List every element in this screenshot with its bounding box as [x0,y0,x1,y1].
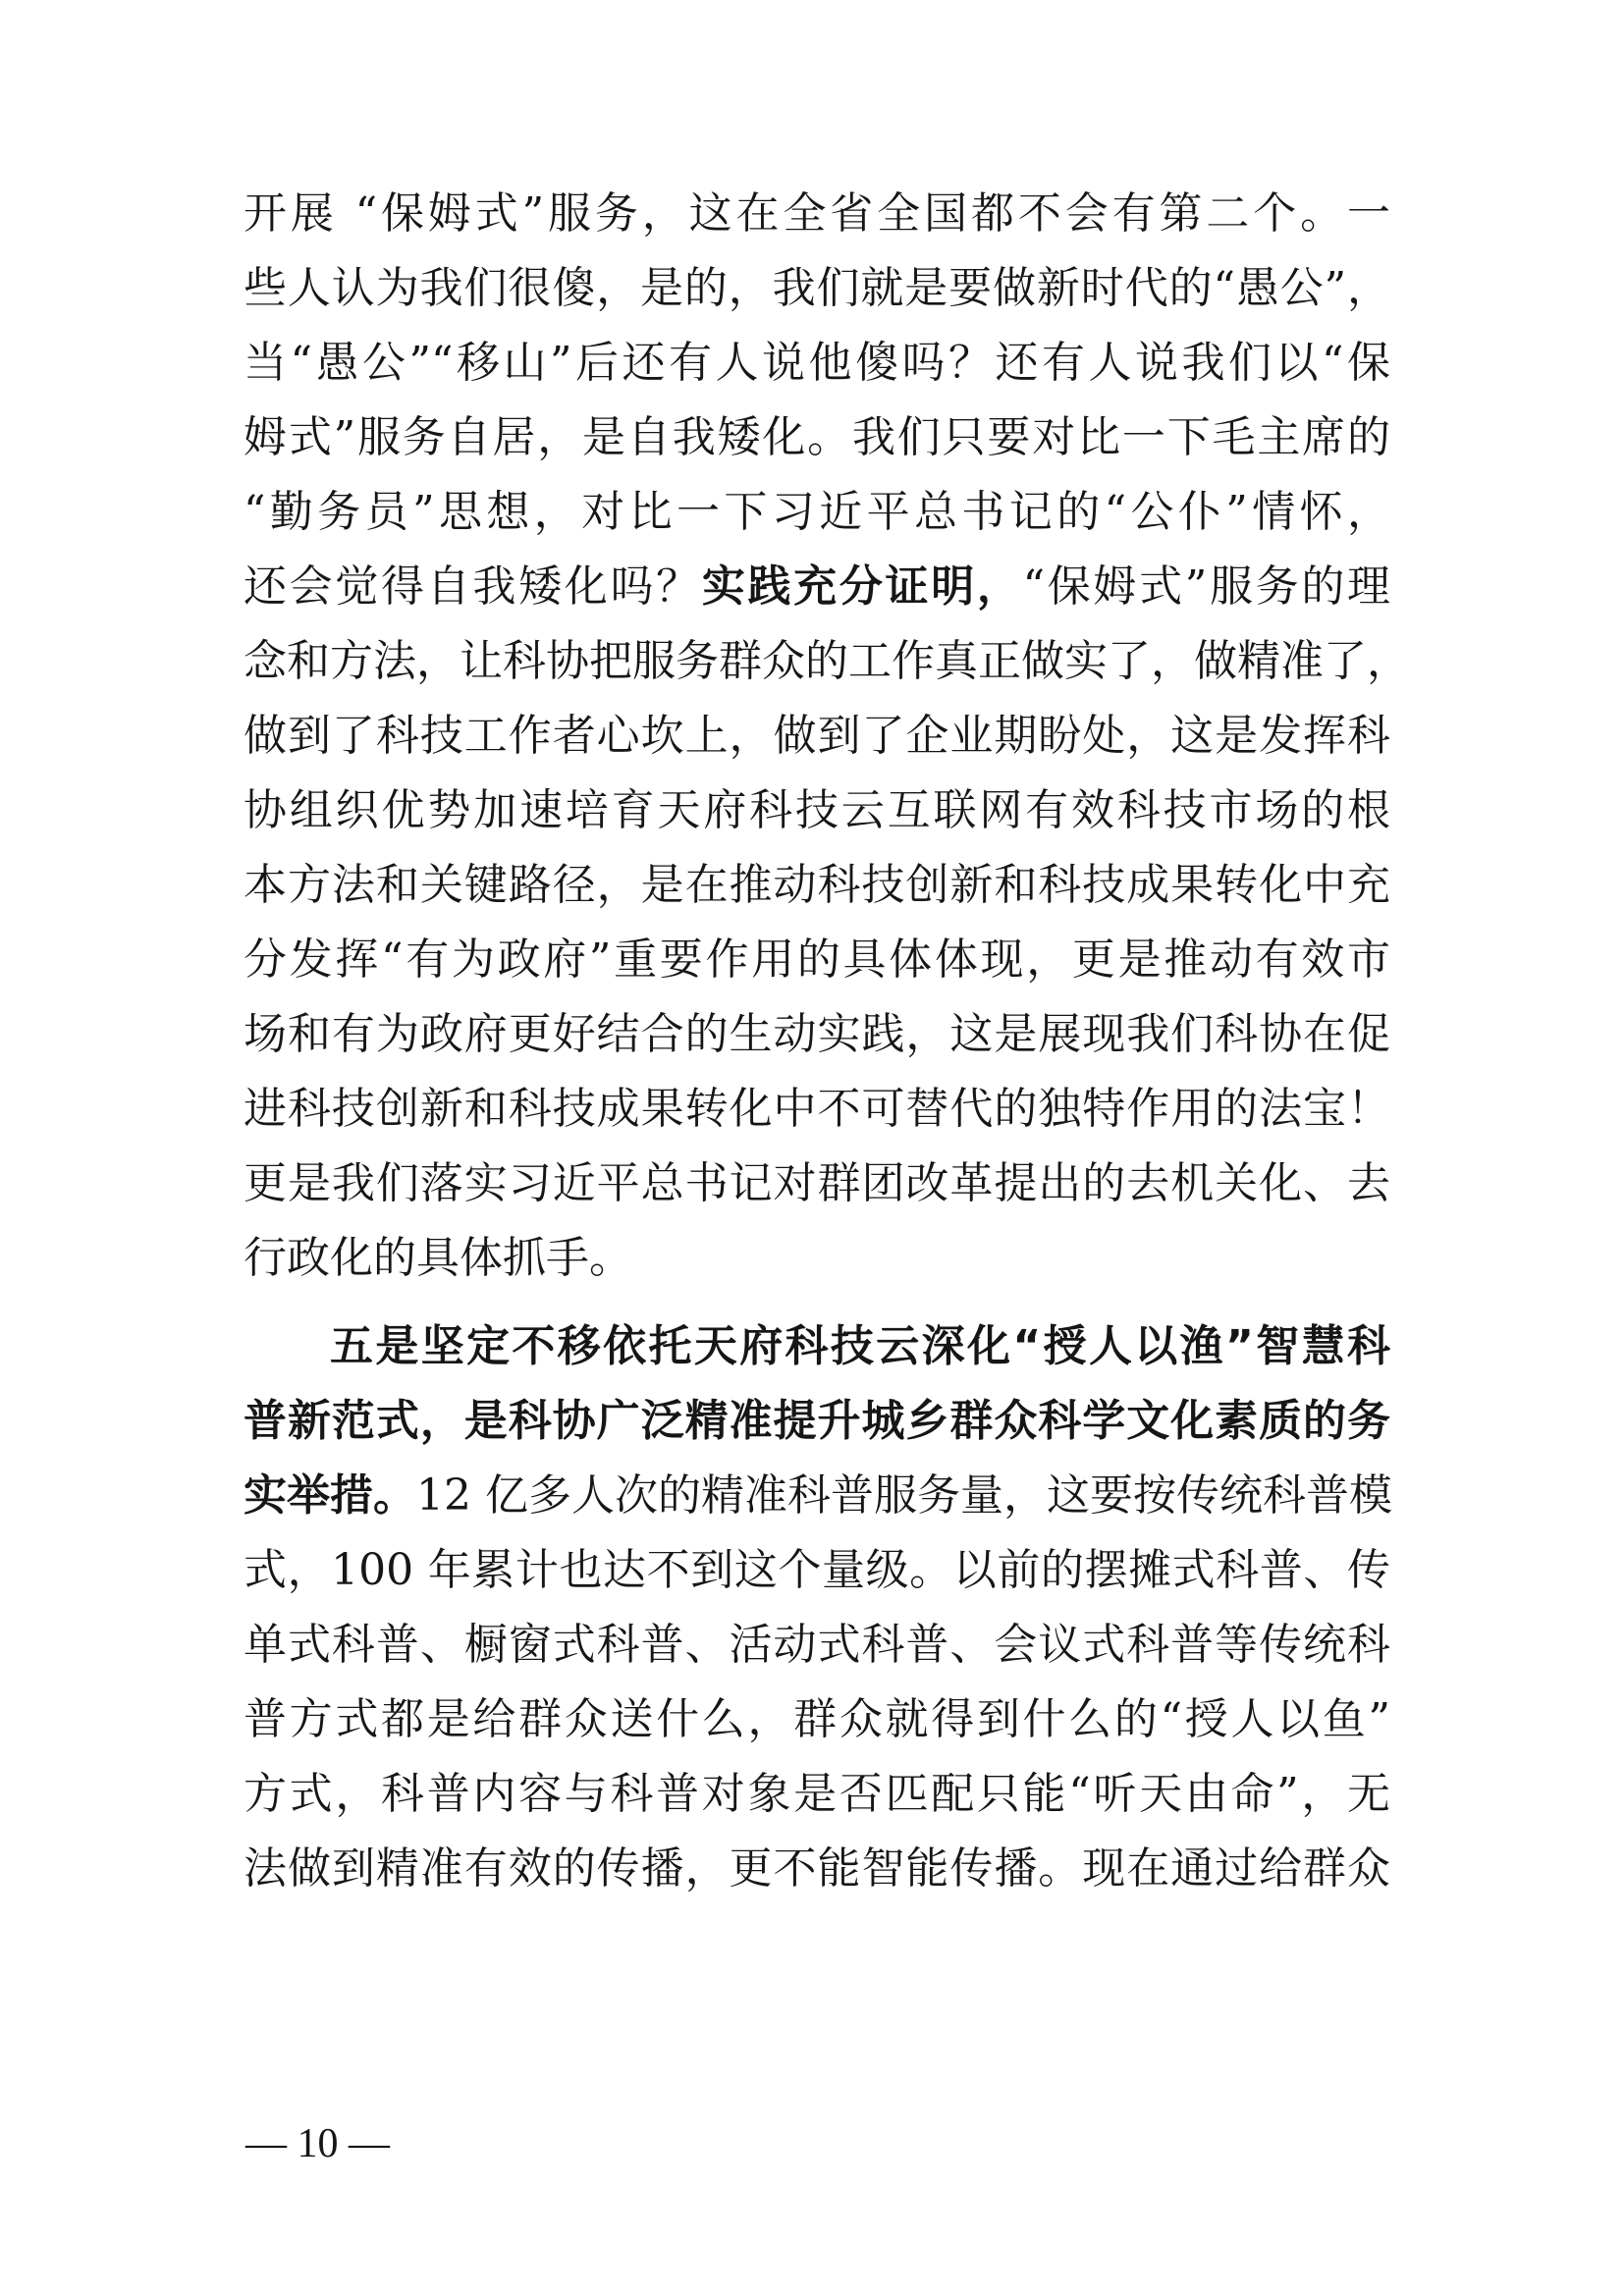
text-line: 协组织优势加速培育天府科技云互联网有效科技市场的根 [244,785,1390,835]
text-line: 场和有为政府更好结合的生动实践，这是展现我们科协在促 [244,1009,1390,1059]
bold-emphasis: 实践充分证明， [701,561,1023,612]
text-line: 些人认为我们很傻，是的，我们就是要做新时代的“愚公”， [244,263,1390,313]
text-line: 式，100 年累计也达不到这个量级。以前的摆摊式科普、传 [244,1545,1390,1595]
text-line: 姆式”服务自居，是自我矮化。我们只要对比一下毛主席的 [244,412,1390,462]
text-line: 当“愚公”“移山”后还有人说他傻吗？还有人说我们以“保 [244,338,1390,388]
text-line: 开展 “保姆式”服务，这在全省全国都不会有第二个。一 [244,188,1390,239]
text-line: 方式，科普内容与科普对象是否匹配只能“听天由命”，无 [244,1769,1390,1819]
document-body [244,177,1410,1906]
bold-emphasis: 实举措。 [244,1470,416,1521]
text-segment: 12 亿多人次的精准科普服务量，这要按传统科普模 [416,1470,1392,1521]
text-line: 进科技创新和科技成果转化中不可替代的独特作用的法宝！ [244,1084,1390,1134]
text-line: 单式科普、橱窗式科普、活动式科普、会议式科普等传统科 [244,1620,1390,1670]
text-segment: “保姆式”服务的理 [1022,561,1391,612]
text-line: 做到了科技工作者心坎上，做到了企业期盼处，这是发挥科 [244,711,1390,761]
bold-heading-line: 五是坚定不移依托天府科技云深化“授人以渔”智慧科 [330,1321,1390,1371]
text-line-with-emphasis [244,550,1390,624]
text-line-with-emphasis [244,1459,1390,1533]
paragraph-spacer [244,1296,1390,1309]
text-line: 本方法和关键路径，是在推动科技创新和科技成果转化中充 [244,860,1390,910]
text-line: 普方式都是给群众送什么，群众就得到什么的“授人以鱼” [244,1694,1390,1744]
text-line: 更是我们落实习近平总书记对群团改革提出的去机关化、去 [244,1158,1390,1208]
text-line: 法做到精准有效的传播，更不能智能传播。现在通过给群众 [244,1843,1390,1894]
text-line: 念和方法，让科协把服务群众的工作真正做实了，做精准了， [244,636,1410,686]
text-line: 行政化的具体抓手。 [244,1233,632,1283]
paragraph-2 [244,1309,1390,1906]
text-line: “勤务员”思想，对比一下习近平总书记的“公仆”情怀， [244,487,1390,537]
text-line: 分发挥“有为政府”重要作用的具体体现，更是推动有效市 [244,934,1390,985]
paragraph-1 [244,177,1410,1296]
text-segment: 还会觉得自我矮化吗？ [244,561,702,612]
page-number: — 10 — [245,2121,390,2166]
bold-heading-line: 普新范式，是科协广泛精准提升城乡群众科学文化素质的务 [244,1396,1390,1446]
